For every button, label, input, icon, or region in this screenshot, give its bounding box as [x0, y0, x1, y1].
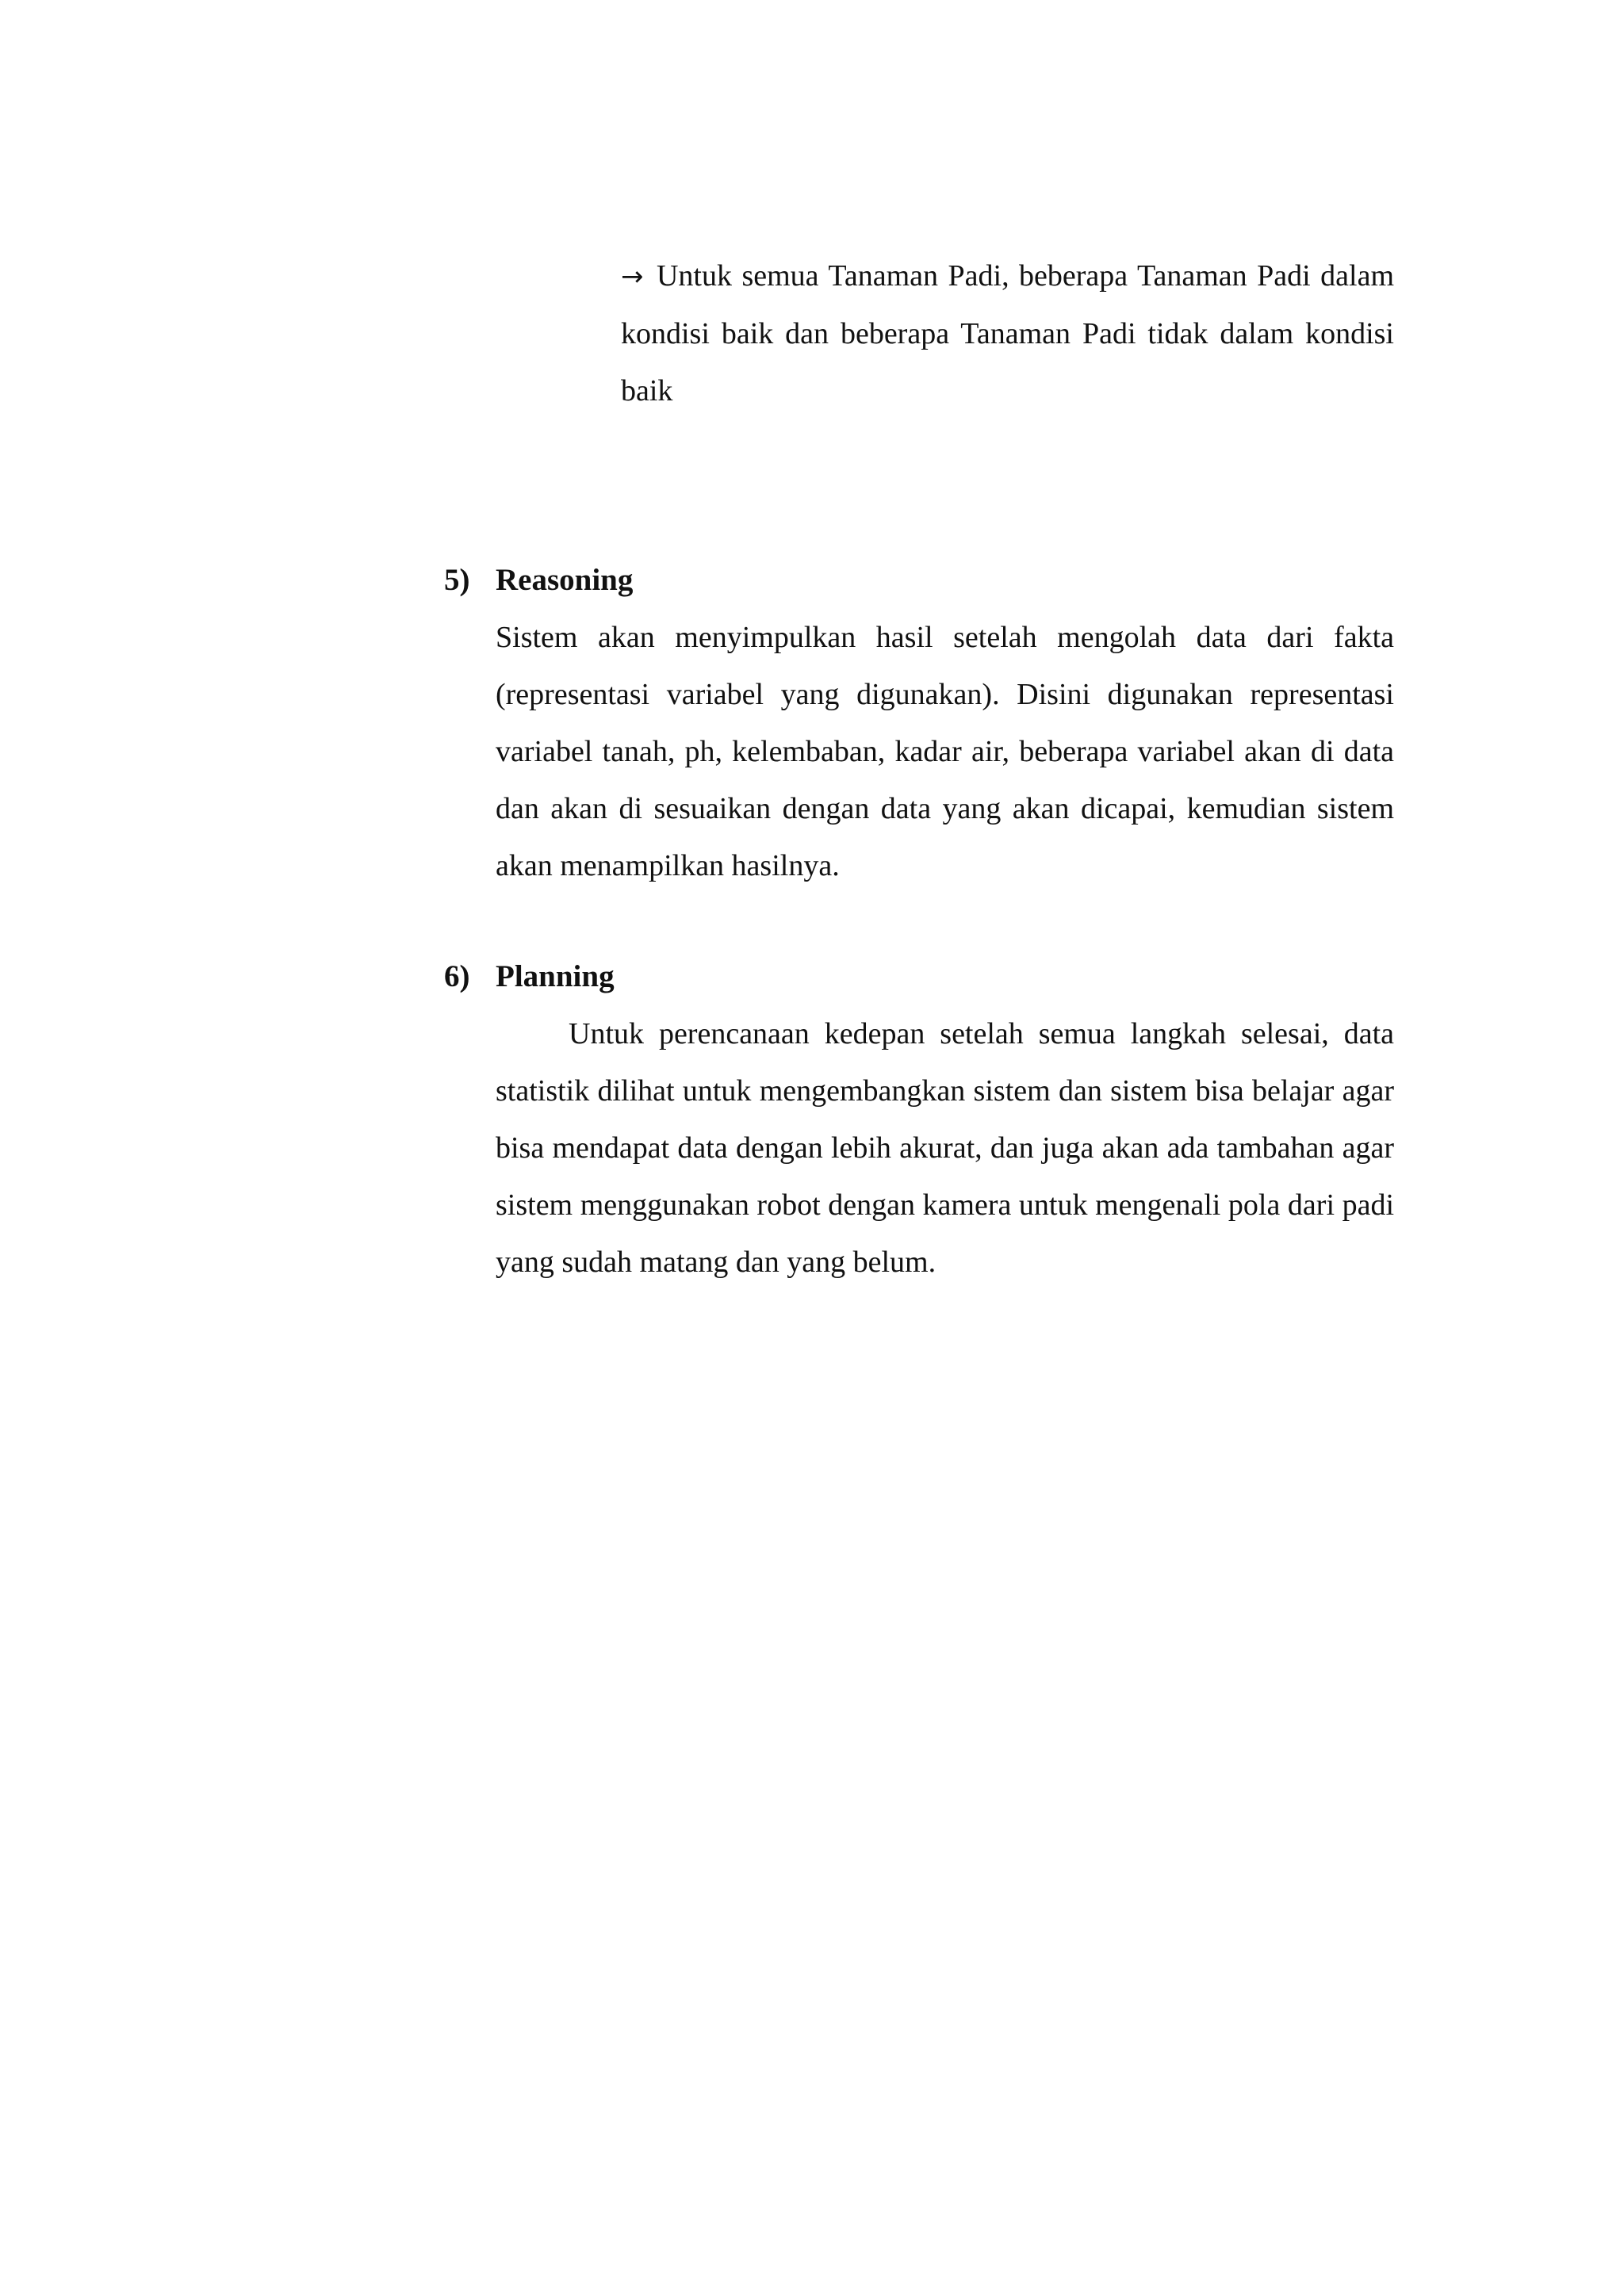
section-title: Planning	[496, 959, 615, 993]
section-reasoning	[444, 552, 1396, 894]
continuation-paragraph	[621, 247, 1394, 419]
section-number: 5)	[444, 563, 470, 597]
section-body: Sistem akan menyimpulkan hasil setelah mengolah data dari fakta (representasi variabel yang digunakan). Disini digunakan representasi variabel tanah, ph, kelembaban, kadar air, beberapa variabel akan di data dan akan di sesuaikan dengan data yang akan dicapai, kemudian sistem akan menampilkan hasilnya.	[496, 621, 1394, 882]
section-heading	[444, 948, 1396, 1005]
section-body: Untuk perencanaan kedepan setelah semua langkah selesai, data statistik dilihat untuk mengembangkan sistem dan sistem bisa belajar agar bisa mendapat data dengan lebih akurat, dan juga akan ada tambahan agar sistem menggunakan robot dengan kamera untuk mengenali pola dari padi yang sudah matang dan yang belum.	[496, 1017, 1394, 1279]
arrow-icon: →	[621, 261, 644, 293]
section-title: Reasoning	[496, 563, 634, 597]
section-planning	[444, 948, 1396, 1291]
section-number: 6)	[444, 959, 470, 993]
section-heading	[444, 552, 1396, 609]
continuation-text: Untuk semua Tanaman Padi, beberapa Tanaman Padi dalam kondisi baik dan beberapa Tanaman Padi tidak dalam kondisi baik	[621, 259, 1395, 408]
